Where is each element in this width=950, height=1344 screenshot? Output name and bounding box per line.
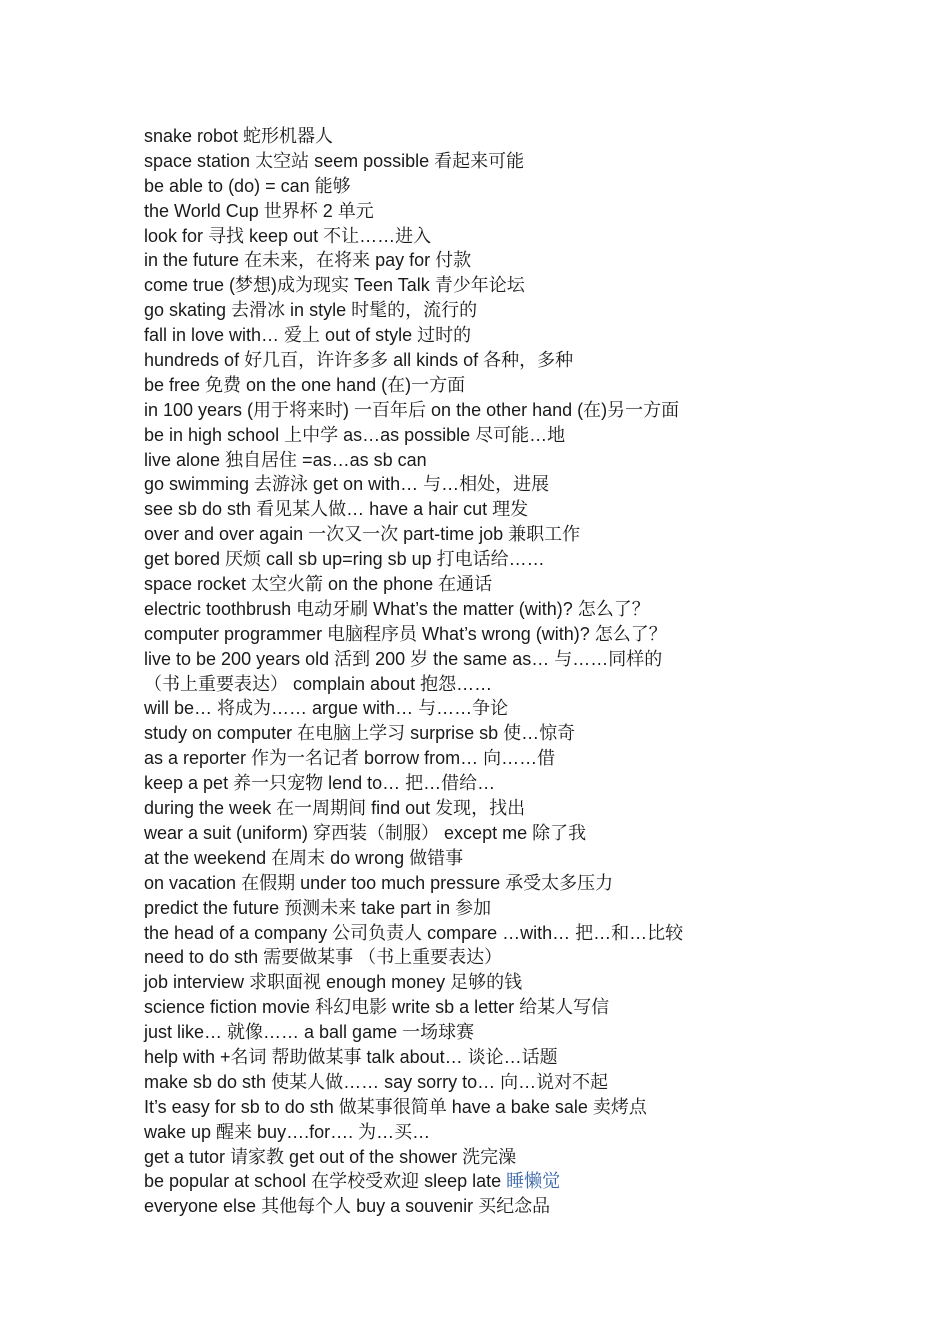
list-item: electric toothbrush 电动牙刷 What’s the matter (with)? 怎么了？: [144, 598, 650, 619]
list-item: predict the future 预测未来 take part in 参加: [144, 897, 492, 918]
list-item: keep a pet 养一只宠物 lend to… 把…借给…: [144, 773, 496, 794]
list-item: go skating 去滑冰 in style 时髦的，流行的: [144, 300, 478, 321]
list-item: in the future 在未来，在将来 pay for 付款: [144, 250, 472, 271]
list-item: hundreds of 好几百，许许多多 all kinds of 各种，多种: [144, 350, 574, 371]
list-item: space rocket 太空火箭 on the phone 在通话: [144, 574, 493, 595]
list-item: space station 太空站 seem possible 看起来可能: [144, 150, 525, 171]
list-item: everyone else 其他每个人 buy a souvenir 买纪念品: [144, 1196, 551, 1217]
list-item: job interview 求职面视 enough money 足够的钱: [144, 972, 523, 993]
list-item: be able to (do) = can 能够: [144, 175, 351, 196]
list-item: wear a suit (uniform) 穿西装（制服） except me 除了我: [144, 822, 587, 843]
list-item: see sb do sth 看见某人做… have a hair cut 理发: [144, 499, 529, 520]
list-item: study on computer 在电脑上学习 surprise sb 使…惊奇: [144, 723, 576, 744]
list-item: need to do sth 需要做某事 （书上重要表达）: [144, 947, 503, 968]
list-item: wake up 醒来 buy….for…. 为…买…: [144, 1121, 431, 1142]
list-item: be free 免费 on the one hand (在)一方面: [144, 374, 466, 395]
list-item: the head of a company 公司负责人 compare …with… 把…和…比较: [144, 922, 684, 943]
list-item: go swimming 去游泳 get on with… 与…相处，进展: [144, 474, 550, 495]
list-item: just like… 就像…… a ball game 一场球赛: [144, 1022, 475, 1043]
list-item: get a tutor 请家教 get out of the shower 洗完澡: [144, 1146, 517, 1167]
list-item: make sb do sth 使某人做…… say sorry to… 向…说对不起: [144, 1071, 609, 1092]
list-item: science fiction movie 科幻电影 write sb a letter 给某人写信: [144, 997, 610, 1018]
list-item: It’s easy for sb to do sth 做某事很简单 have a bake sale 卖烤点: [144, 1096, 647, 1117]
list-item: the World Cup 世界杯 2 单元: [144, 200, 374, 221]
list-item: live to be 200 years old 活到 200 岁 the same as… 与……同样的: [144, 648, 663, 669]
highlighted-link-text[interactable]: 睡懒觉: [506, 1171, 561, 1192]
list-item: at the weekend 在周末 do wrong 做错事: [144, 847, 464, 868]
list-item: live alone 独自居住 =as…as sb can: [144, 449, 427, 470]
list-item: will be… 将成为…… argue with… 与……争论: [144, 698, 509, 719]
list-item: （书上重要表达） complain about 抱怨……: [144, 673, 493, 694]
list-item: be popular at school 在学校受欢迎 sleep late 睡懒觉: [144, 1171, 561, 1192]
list-item: snake robot 蛇形机器人: [144, 126, 334, 146]
list-item: come true (梦想)成为现实 Teen Talk 青少年论坛: [144, 275, 525, 296]
list-item: get bored 厌烦 call sb up=ring sb up 打电话给……: [144, 549, 545, 570]
list-item: computer programmer 电脑程序员 What’s wrong (with)? 怎么了？: [144, 623, 667, 644]
list-item: during the week 在一周期间 find out 发现，找出: [144, 798, 526, 819]
list-item: in 100 years (用于将来时) 一百年后 on the other hand (在)另一方面: [144, 399, 680, 420]
list-item: look for 寻找 keep out 不让……进入: [144, 225, 432, 246]
list-item: on vacation 在假期 under too much pressure 承受太多压力: [144, 872, 614, 893]
vocabulary-list: [144, 124, 904, 1219]
list-item: be in high school 上中学 as…as possible 尽可能…地: [144, 424, 566, 445]
list-item: help with +名词 帮助做某事 talk about… 谈论…话题: [144, 1046, 558, 1067]
list-item: over and over again 一次又一次 part-time job 兼职工作: [144, 524, 581, 545]
list-item: fall in love with… 爱上 out of style 过时的: [144, 325, 472, 346]
list-item: as a reporter 作为一名记者 borrow from… 向……借: [144, 748, 556, 769]
